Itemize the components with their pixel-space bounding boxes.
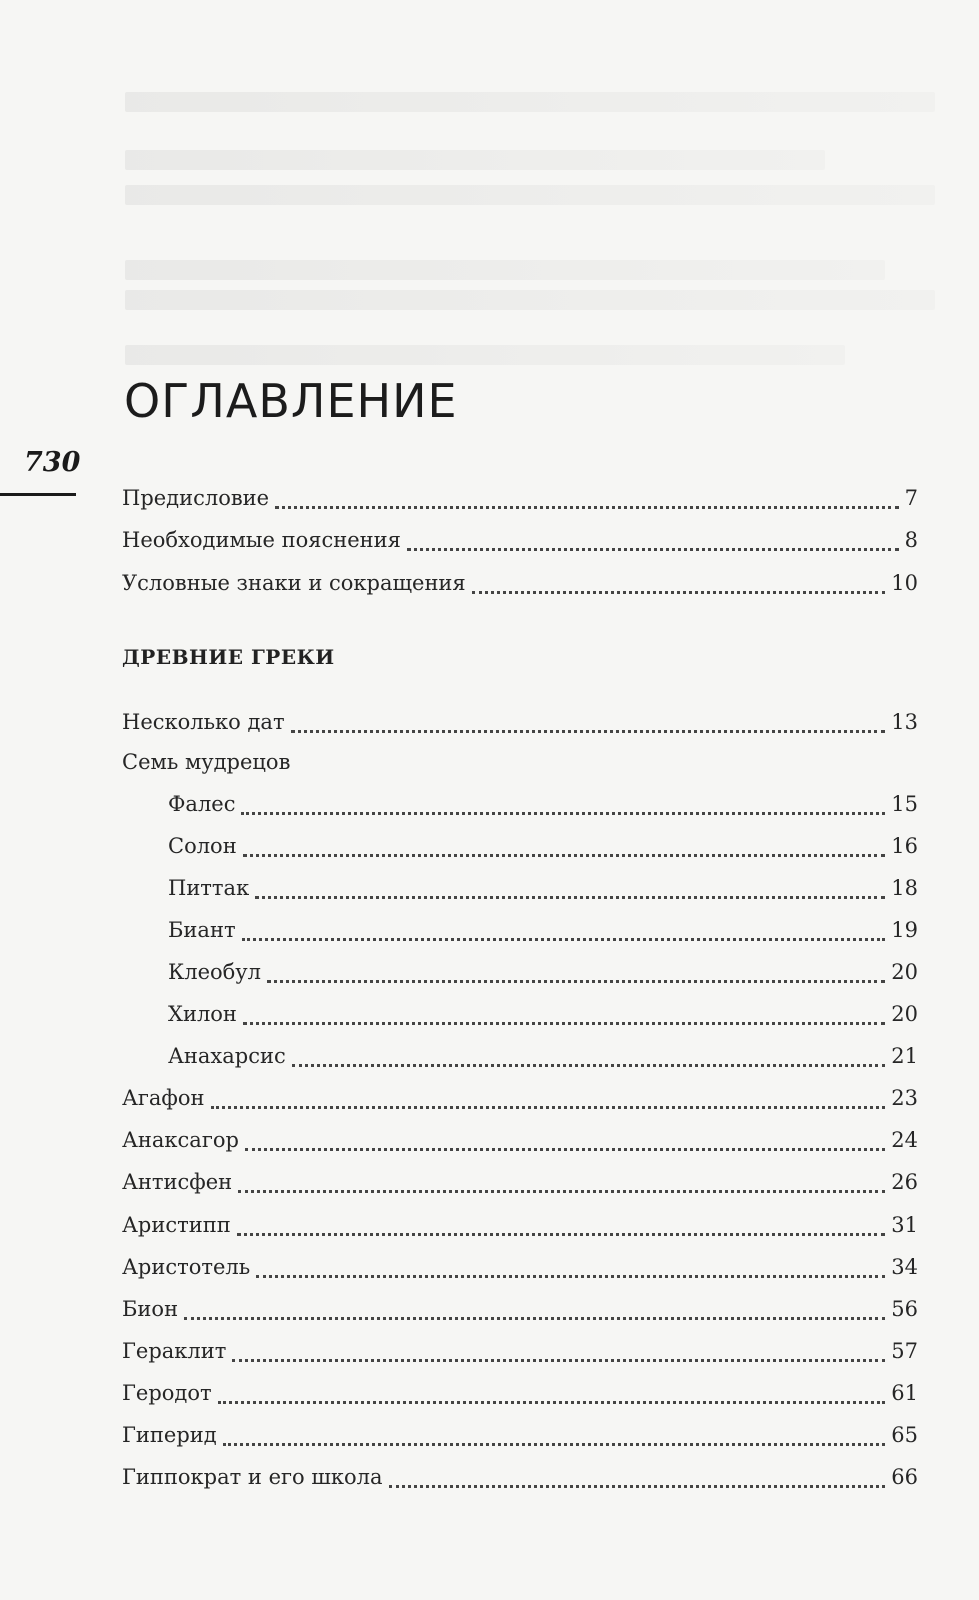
toc-entry-title: Хилон (168, 1002, 237, 1026)
toc-entry-page: 34 (891, 1255, 918, 1279)
toc-entry-page: 57 (891, 1339, 918, 1363)
leader-dots (389, 1485, 886, 1488)
toc-entry-title: Солон (168, 834, 237, 858)
toc-entry-title: Условные знаки и сокращения (122, 571, 466, 595)
bleed-through (125, 185, 935, 205)
toc-entry-title: Необходимые пояснения (122, 528, 401, 552)
leader-dots (292, 1064, 886, 1067)
toc-group-title (122, 744, 918, 780)
toc-entry-page: 7 (904, 486, 918, 510)
toc-entry-title: Питтак (168, 876, 250, 900)
toc-entry (122, 522, 918, 558)
toc-entry-page: 31 (891, 1213, 918, 1237)
toc-entry-title: Биант (168, 918, 236, 942)
toc-entry-page: 10 (891, 571, 918, 595)
toc-entry (122, 1459, 918, 1495)
toc-entry-page: 8 (904, 528, 918, 552)
leader-dots (255, 896, 885, 899)
toc-entry-page: 15 (891, 792, 918, 816)
toc-entry-page: 61 (891, 1381, 918, 1405)
toc-entry-page: 20 (891, 1002, 918, 1026)
leader-dots (243, 1022, 885, 1025)
toc-entry (168, 870, 918, 906)
toc-entry (122, 1375, 918, 1411)
toc-entry-page: 65 (891, 1423, 918, 1447)
toc-entry-page: 56 (891, 1297, 918, 1321)
bleed-through (125, 260, 885, 280)
toc-entry-title: Гераклит (122, 1339, 227, 1363)
toc-entry-title: Фалес (168, 792, 236, 816)
leader-dots (223, 1443, 886, 1446)
toc-entry (122, 1080, 918, 1116)
leader-dots (238, 1190, 885, 1193)
toc-entry (168, 828, 918, 864)
page-number-rule (0, 493, 76, 496)
leader-dots (245, 1148, 885, 1151)
leader-dots (237, 1233, 886, 1236)
toc-title: ОГЛАВЛЕНИЕ (124, 374, 458, 428)
toc-entry-title: Анахарсис (168, 1044, 286, 1068)
section-heading: ДРЕВНИЕ ГРЕКИ (122, 645, 335, 669)
toc-entry-title: Гиппократ и его школа (122, 1465, 383, 1489)
toc-entry (168, 954, 918, 990)
toc-entry-page: 16 (891, 834, 918, 858)
toc-entry (122, 1417, 918, 1453)
toc-entry-title: Несколько дат (122, 710, 285, 734)
leader-dots (275, 506, 899, 509)
leader-dots (218, 1401, 886, 1404)
toc-entry-title: Аристипп (122, 1213, 231, 1237)
toc-entry (168, 912, 918, 948)
toc-entry (122, 1249, 918, 1285)
toc-entry (122, 1122, 918, 1158)
toc-entry-page: 26 (891, 1170, 918, 1194)
bleed-through (125, 345, 845, 365)
toc-entry-title: Гиперид (122, 1423, 217, 1447)
toc-entry (122, 704, 918, 740)
bleed-through (125, 290, 935, 310)
toc-entry (122, 565, 918, 601)
leader-dots (242, 938, 886, 941)
leader-dots (184, 1317, 885, 1320)
toc-entry-title: Анаксагор (122, 1128, 239, 1152)
toc-entry-page: 21 (891, 1044, 918, 1068)
toc-entry-page: 66 (891, 1465, 918, 1489)
toc-entry-title: Антисфен (122, 1170, 233, 1194)
toc-entry-title: Предисловие (122, 486, 270, 510)
leader-dots (232, 1359, 885, 1362)
toc-entry-title: Геродот (122, 1381, 212, 1405)
leader-dots (211, 1106, 886, 1109)
leader-dots (472, 591, 886, 594)
leader-dots (256, 1275, 885, 1278)
toc-entry-page: 13 (891, 710, 918, 734)
toc-entry-page: 23 (891, 1086, 918, 1110)
page-number: 730 (24, 447, 81, 478)
leader-dots (243, 854, 886, 857)
toc-entry-title: Аристотель (122, 1255, 251, 1279)
toc-entry-page: 24 (891, 1128, 918, 1152)
leader-dots (291, 730, 886, 733)
toc-entry-title: Бион (122, 1297, 179, 1321)
leader-dots (267, 980, 885, 983)
toc-entry-title: Агафон (122, 1086, 205, 1110)
toc-entry (168, 996, 918, 1032)
toc-entry-title: Клеобул (168, 960, 262, 984)
toc-entry-page: 20 (891, 960, 918, 984)
toc-entry (168, 786, 918, 822)
toc-entry-page: 18 (891, 876, 918, 900)
bleed-through (125, 92, 935, 112)
toc-entry (168, 1038, 918, 1074)
toc-entry (122, 480, 918, 516)
toc-entry (122, 1207, 918, 1243)
leader-dots (241, 812, 885, 815)
toc-entry (122, 1333, 918, 1369)
leader-dots (407, 548, 899, 551)
toc-entry-title: Семь мудрецов (122, 750, 291, 774)
toc-entry (122, 1164, 918, 1200)
toc-entry (122, 1291, 918, 1327)
bleed-through (125, 150, 825, 170)
toc-entry-page: 19 (891, 918, 918, 942)
